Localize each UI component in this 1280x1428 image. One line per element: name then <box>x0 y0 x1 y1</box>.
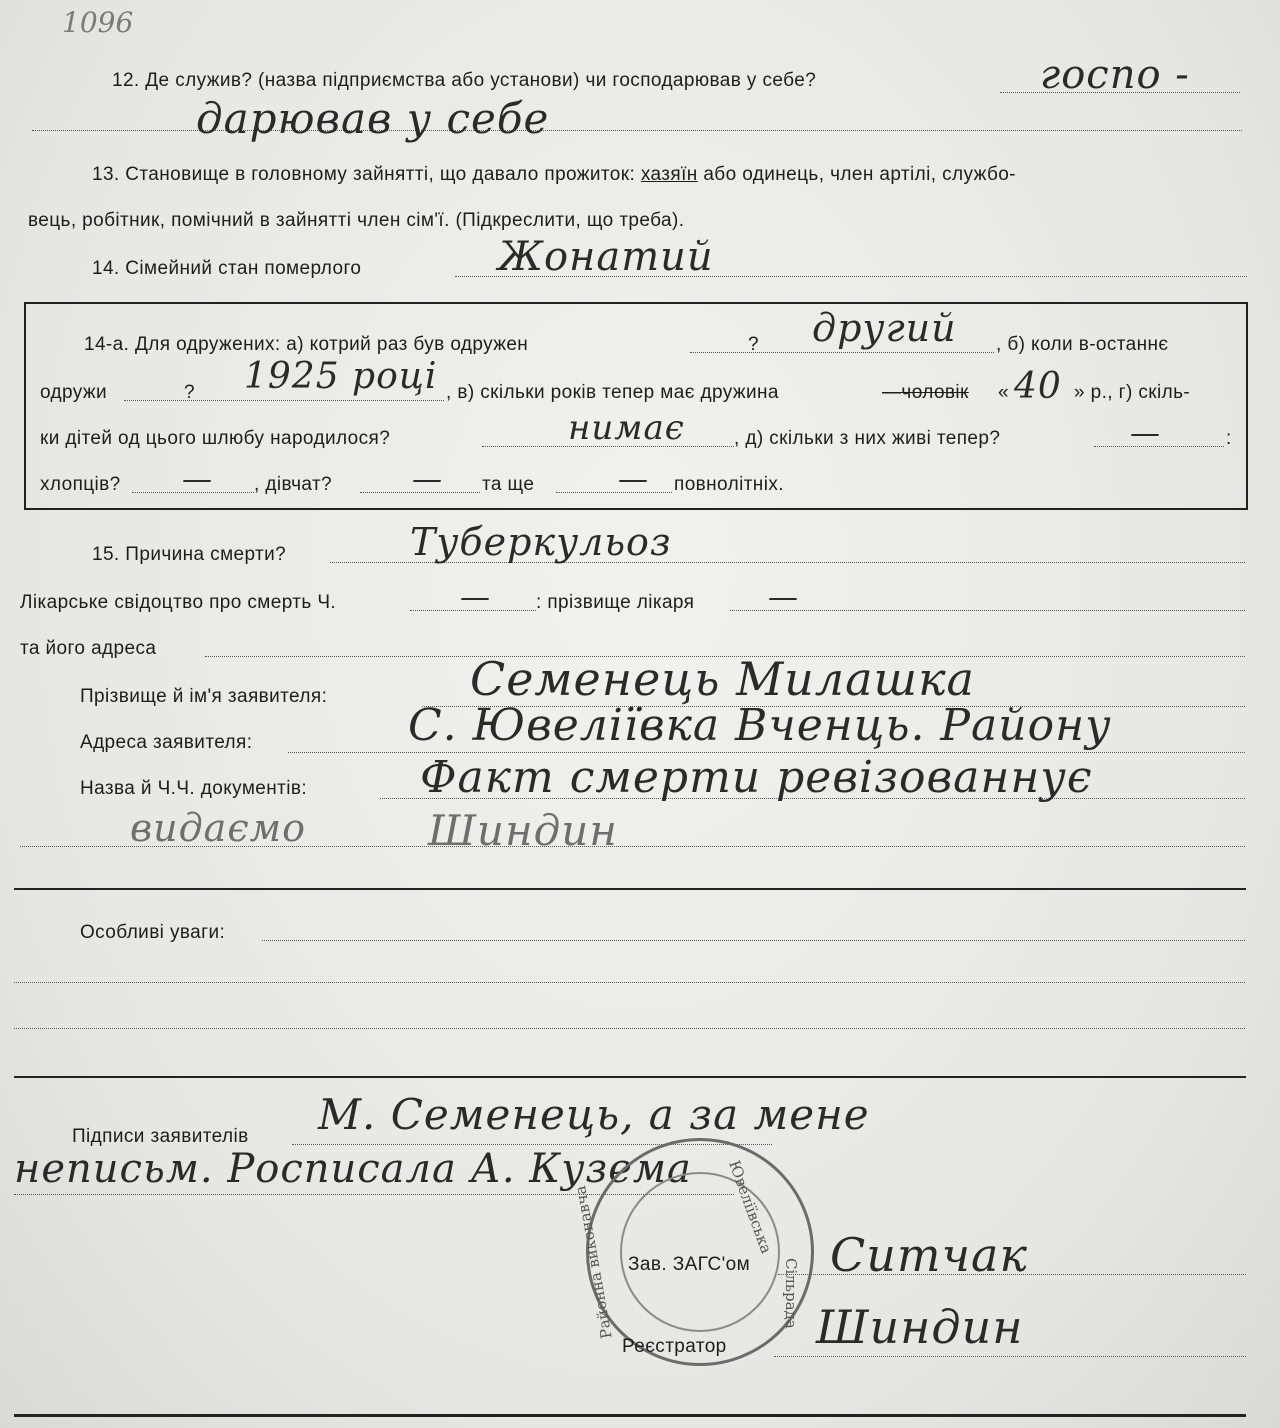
q14a-girls-label: , дівчат? <box>254 474 333 495</box>
q14a-line1-q: ? <box>748 334 759 355</box>
q14a-boys-value: — <box>182 462 213 497</box>
applicant-name-label: Прізвище й ім'я заявителя: <box>80 686 328 707</box>
page-number-note: 1096 <box>62 6 134 39</box>
q14a-spouse-age: 40 <box>1014 366 1062 407</box>
q15-cause-of-death: Туберкульоз <box>410 520 672 564</box>
documents-value-2: видаємо <box>130 806 306 850</box>
q14a-line3-mid: , д) скільки з них живі тепер? <box>734 428 1001 449</box>
q14a-line2-q: ? <box>184 382 195 403</box>
stamp-text-left: Районна виконавча <box>571 1184 616 1340</box>
q14a-line3-label: ки дітей од цього шлюбу народилося? <box>40 428 391 449</box>
q14a-line4-tail: повнолітніх. <box>674 474 784 495</box>
q13-underlined-choice: хазяїн <box>640 164 698 185</box>
remarks-fill-3 <box>14 1028 1245 1029</box>
doctor-name-fill <box>730 610 1245 611</box>
q13-label-line1-b: або одинець, член артілі, службо- <box>703 164 1016 185</box>
applicant-address-value: С. Ювеліївка Вченць. Району <box>408 700 1112 751</box>
q12-label: 12. Де служив? (назва підприємства або установи) чи господарював у себе? <box>112 70 817 91</box>
doctor-name-label: : прізвище лікаря <box>536 592 695 613</box>
registrar-label: Реєстратор <box>622 1336 727 1357</box>
q14a-more-fill <box>556 492 672 493</box>
q12-answer-part2: дарював у себе <box>196 94 550 143</box>
zags-head-signature: Ситчак <box>830 1228 1028 1282</box>
q14a-line2-mid: , в) скільки років тепер має дружина <box>446 382 779 403</box>
q14a-line1-tail: , б) коли в-останнє <box>996 334 1169 355</box>
doctor-address-label: та його адреса <box>20 638 157 659</box>
q13-label-line1 <box>92 164 1016 186</box>
registrar-signature: Шиндин <box>816 1300 1024 1354</box>
applicants-signatures-label: Підписи заявителів <box>72 1126 249 1147</box>
applicants-signature-1: М. Семенець, а за мене <box>318 1090 870 1139</box>
remarks-fill-2 <box>14 982 1245 983</box>
remarks-fill-1 <box>262 940 1245 941</box>
documents-value: Факт смерти ревізованнує <box>420 752 1093 803</box>
q14a-boys-label: хлопців? <box>40 474 121 495</box>
section-divider-1 <box>14 888 1246 890</box>
bottom-rule <box>14 1414 1246 1417</box>
q14a-line2-struck: —чоловік <box>882 382 969 403</box>
section-divider-2 <box>14 1076 1246 1078</box>
doctor-name-value: — <box>768 580 799 615</box>
q15-label: 15. Причина смерти? <box>92 544 287 565</box>
applicant-address-label: Адреса заявителя: <box>80 732 253 753</box>
q14a-children-answer: нимає <box>568 408 685 448</box>
medical-certificate-value: — <box>460 580 491 615</box>
medical-certificate-label: Лікарське свідоцтво про смерть Ч. <box>20 592 337 613</box>
q14a-line2-label: одружи <box>40 382 108 403</box>
q14a-line2-tail: » р., г) скіль- <box>1074 382 1191 403</box>
applicants-signature-2: неписьм. Росписала А. Кузема <box>14 1146 692 1192</box>
q13-label-line2: вець, робітник, помічний в зайнятті член сім'ї. (Підкреслити, що треба). <box>28 210 685 231</box>
applicant-name-value: Семенець Милашка <box>470 652 975 706</box>
zags-head-label: Зав. ЗАГС'ом <box>628 1254 751 1275</box>
q14-answer: Жонатий <box>498 234 714 280</box>
q13-label-line1-a: 13. Становище в головному зайнятті, що давало прожиток: <box>92 164 636 185</box>
stamp-text-right: Сільрада <box>782 1258 800 1329</box>
q14a-line2-quote-open: « <box>998 382 1009 403</box>
q14a-alive-answer: — <box>1130 416 1161 451</box>
q14a-more-value: — <box>618 462 649 497</box>
stamp-text-top: Ювеліївська <box>725 1158 776 1256</box>
q14a-line1-label: 14-а. Для одружених: а) котрий раз був одружен <box>84 334 529 355</box>
q14a-line3-end: : <box>1226 428 1232 449</box>
q14a-last-marriage-year: 1925 році <box>244 356 438 397</box>
q14a-marriage-count: другий <box>812 306 957 350</box>
q14-label: 14. Сімейний стан померлого <box>92 258 362 279</box>
registrar-fill <box>774 1356 1246 1357</box>
q14a-line2-fill <box>124 400 444 401</box>
remarks-label: Особливі уваги: <box>80 922 226 943</box>
q14a-girls-value: — <box>412 462 443 497</box>
documents-signature: Шиндин <box>428 806 618 855</box>
documents-label: Назва й Ч.Ч. документів: <box>80 778 308 799</box>
q12-answer-part1: госпо - <box>1040 52 1190 98</box>
q14a-line1-fill <box>690 352 994 353</box>
q14a-more-label: та ще <box>482 474 535 495</box>
